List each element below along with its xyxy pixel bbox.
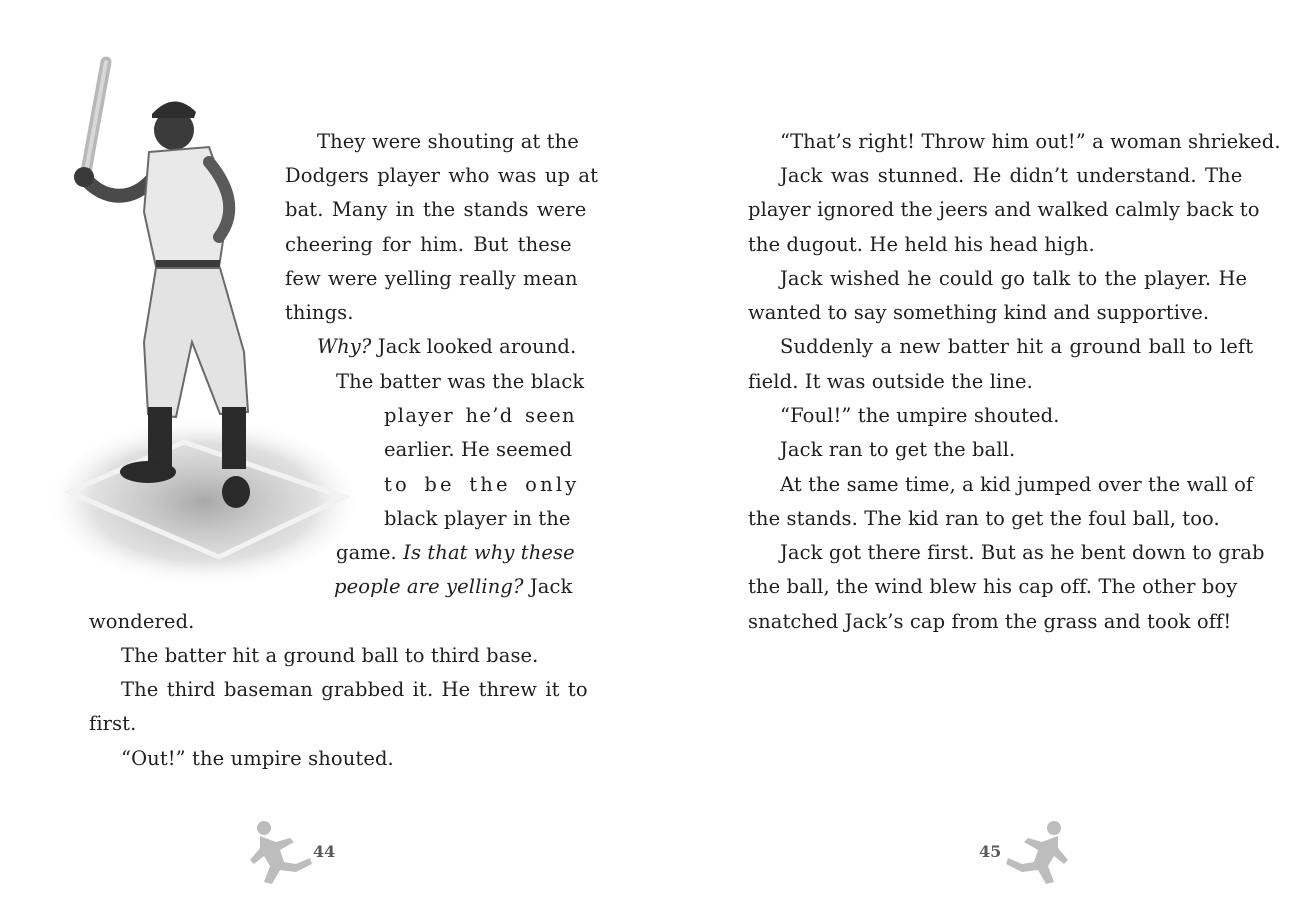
running-player-silhouette-icon xyxy=(250,818,314,888)
text-line: Why? Jack looked around. xyxy=(317,335,577,358)
text-line: The batter hit a ground ball to third base. xyxy=(121,644,539,667)
text-line: snatched Jack’s cap from the grass and took off! xyxy=(748,610,1232,633)
text-line: bat. Many in the stands were xyxy=(285,198,587,221)
text-line: wanted to say something kind and supportive. xyxy=(748,301,1210,324)
text-line: cheering for him. But these xyxy=(285,233,572,256)
text-line: player he’d seen xyxy=(384,404,576,427)
text-line: the dugout. He held his head high. xyxy=(748,233,1095,256)
running-player-silhouette-icon xyxy=(1004,818,1068,888)
text-line: to be the only xyxy=(384,473,580,496)
text-line: few were yelling really mean xyxy=(285,267,578,290)
text-line: Dodgers player who was up at xyxy=(285,164,599,187)
text-line: player ignored the jeers and walked calmly back to xyxy=(748,198,1260,221)
page-number: 45 xyxy=(979,842,1002,861)
text-line: The third baseman grabbed it. He threw it to xyxy=(121,678,588,701)
text-line: Jack was stunned. He didn’t understand. The xyxy=(780,164,1243,187)
text-line: the stands. The kid ran to get the foul ball, too. xyxy=(748,507,1220,530)
text-line: wondered. xyxy=(89,610,195,633)
text-line: earlier. He seemed xyxy=(384,438,573,461)
text-line: Jack ran to get the ball. xyxy=(780,438,1016,461)
text-line: “Foul!” the umpire shouted. xyxy=(780,404,1060,427)
page-number: 44 xyxy=(313,842,336,861)
text-line: Jack got there first. But as he bent down to grab xyxy=(780,541,1265,564)
text-line: The batter was the black xyxy=(336,370,585,393)
text-line: people are yelling? Jack xyxy=(334,575,573,598)
text-line: first. xyxy=(89,712,137,735)
text-line: field. It was outside the line. xyxy=(748,370,1033,393)
text-line: the ball, the wind blew his cap off. The other boy xyxy=(748,575,1238,598)
text-line: things. xyxy=(285,301,354,324)
text-line: “Out!” the umpire shouted. xyxy=(121,747,394,770)
text-line: game. Is that why these xyxy=(336,541,575,564)
text-line: At the same time, a kid jumped over the wall of xyxy=(780,473,1254,496)
text-line: black player in the xyxy=(384,507,571,530)
text-line: They were shouting at the xyxy=(317,130,579,153)
text-line: “That’s right! Throw him out!” a woman shrieked. xyxy=(780,130,1281,153)
text-line: Suddenly a new batter hit a ground ball to left xyxy=(780,335,1254,358)
text-line: Jack wished he could go talk to the player. He xyxy=(780,267,1248,290)
right-page xyxy=(656,0,1312,906)
